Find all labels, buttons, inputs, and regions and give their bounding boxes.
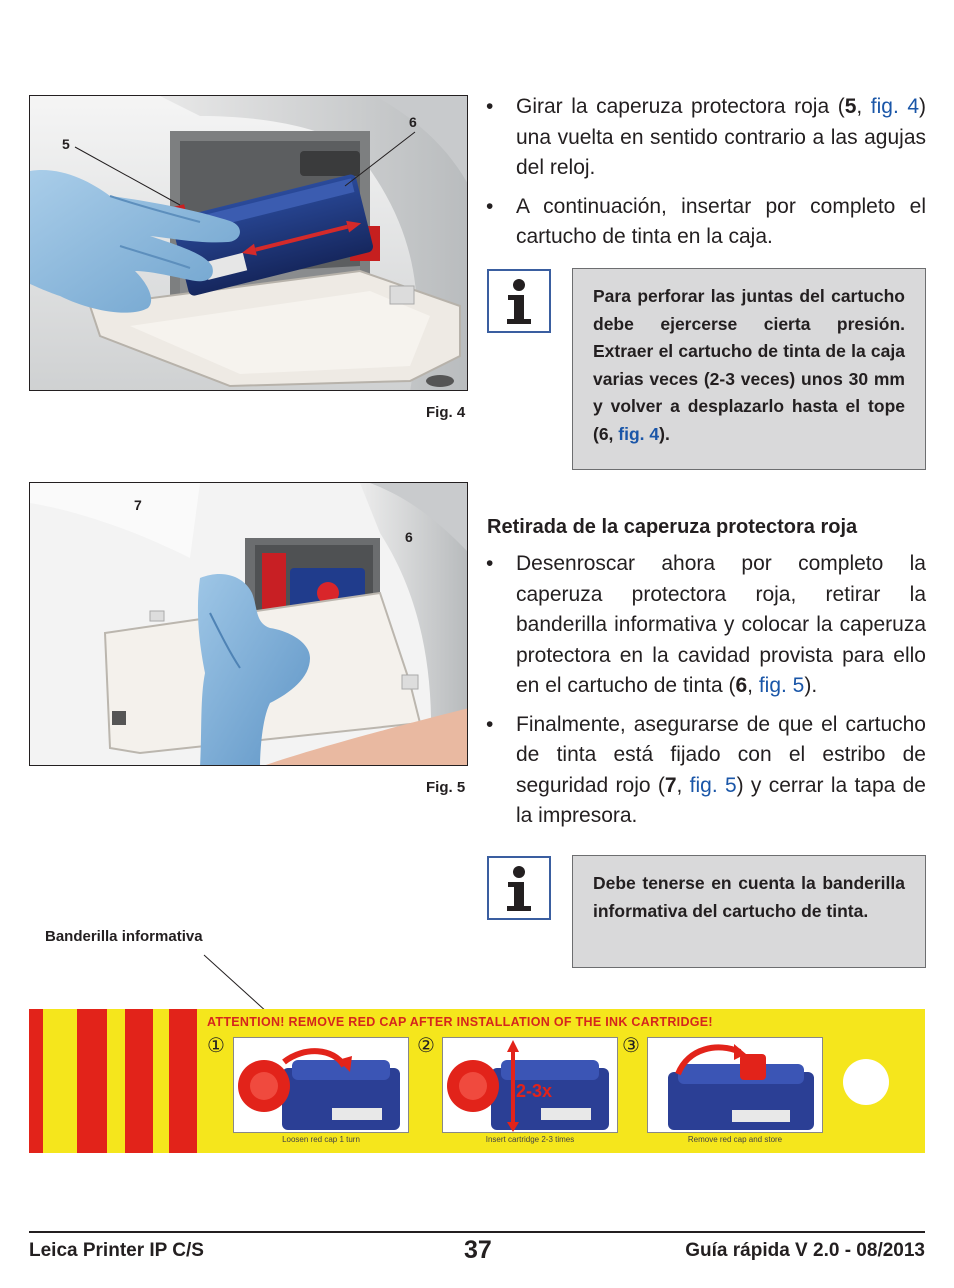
bullet-text: A continuación, insertar por completo el cartucho de tinta en la caja.	[516, 194, 926, 248]
list-item	[486, 549, 926, 702]
step-3-panel	[647, 1037, 823, 1133]
step-1-panel	[233, 1037, 409, 1133]
banner-title: ATTENTION! REMOVE RED CAP AFTER INSTALLATION OF THE INK CARTRIDGE!	[207, 1015, 713, 1029]
red-stripe	[125, 1009, 153, 1153]
cap-store-icon	[648, 1038, 822, 1132]
printer-safety-clip-illustration	[30, 483, 468, 766]
bullet-text: Desenroscar ahora por completo la caperuza protectora roja, retirar la banderilla informativa y colocar la caperuza protectora en la cavidad provista para ello en el cartucho de tinta (	[516, 552, 926, 697]
reference-number: 7	[664, 773, 677, 797]
step-caption: Insert cartridge 2-3 times	[485, 1135, 575, 1144]
punch-hole	[843, 1059, 889, 1105]
info-glyph	[489, 271, 549, 331]
figure-link[interactable]: fig. 5	[689, 773, 737, 797]
figure-4-photo	[29, 95, 468, 391]
footer-doc-version: Guía rápida V 2.0 - 08/2013	[685, 1240, 925, 1261]
footer-rule	[29, 1231, 925, 1233]
list-item	[486, 710, 926, 832]
cartridge-cap-loosen-icon	[234, 1038, 408, 1132]
red-stripe	[169, 1009, 197, 1153]
fig5-callout-7: 7	[134, 497, 142, 513]
section-heading: Retirada de la caperuza protectora roja	[487, 516, 858, 538]
fig5-callout-6: 6	[405, 529, 413, 545]
info-flag-banner	[29, 1009, 925, 1153]
note-box-info-flag	[572, 855, 926, 968]
note-text: Para perforar las juntas del cartucho debe ejercerse cierta presión. Extraer el cartucho de tinta de la caja varias veces (2-3 veces) unos 30 mm y volver a desplazarlo hasta el tope (6,	[593, 286, 905, 444]
step-number: ③	[622, 1035, 640, 1057]
info-icon	[487, 856, 551, 920]
info-glyph	[489, 858, 549, 918]
banner-label: Banderilla informativa	[45, 928, 203, 945]
figure-link[interactable]: fig. 4	[870, 95, 920, 118]
bullet-text: Finalmente, asegurarse de que el cartucho de tinta está fijado con el estribo de seguridad rojo (	[516, 712, 926, 797]
note-text: Debe tenerse en cuenta la banderilla informativa del cartucho de tinta.	[593, 873, 905, 921]
figure-5-photo	[29, 482, 468, 766]
red-stripe	[77, 1009, 107, 1153]
fig4-callout-6: 6	[409, 114, 417, 130]
figure-link[interactable]: fig. 5	[758, 674, 805, 697]
step-caption: Remove red cap and store	[687, 1135, 783, 1144]
note-box-perforation	[572, 268, 926, 470]
fig4-caption: Fig. 4	[426, 404, 466, 421]
list-item	[486, 192, 926, 253]
bullet-text: ) y cerrar la tapa de la impresora.	[516, 773, 926, 827]
footer-product: Leica Printer IP C/S	[29, 1240, 204, 1261]
printer-cartridge-insert-illustration	[30, 96, 468, 391]
intro-bullet-list	[486, 92, 926, 261]
reference-number: 6	[735, 674, 748, 697]
separator: ,	[856, 95, 871, 118]
separator: ,	[747, 674, 759, 697]
page-number: 37	[464, 1236, 492, 1264]
section-bullet-list	[486, 549, 926, 840]
bullet-text: Girar la caperuza protectora roja (	[516, 95, 845, 118]
figure-link[interactable]: fig. 4	[618, 423, 660, 444]
reference-number: 5	[844, 95, 857, 118]
step-caption: Loosen red cap 1 turn	[282, 1135, 360, 1144]
note-text: ).	[659, 423, 670, 444]
list-item	[486, 92, 926, 184]
step-overlay-label: 2-3x	[516, 1081, 553, 1101]
red-stripe	[29, 1009, 43, 1153]
bullet-text: ).	[804, 674, 818, 697]
info-icon	[487, 269, 551, 333]
step-number: ①	[207, 1035, 225, 1057]
step-number: ②	[417, 1035, 435, 1057]
separator: ,	[676, 773, 690, 797]
fig4-callout-5: 5	[62, 136, 70, 152]
fig5-caption: Fig. 5	[426, 779, 466, 796]
bullet-text: ) una vuelta en sentido contrario a las agujas del reloj.	[516, 95, 927, 179]
